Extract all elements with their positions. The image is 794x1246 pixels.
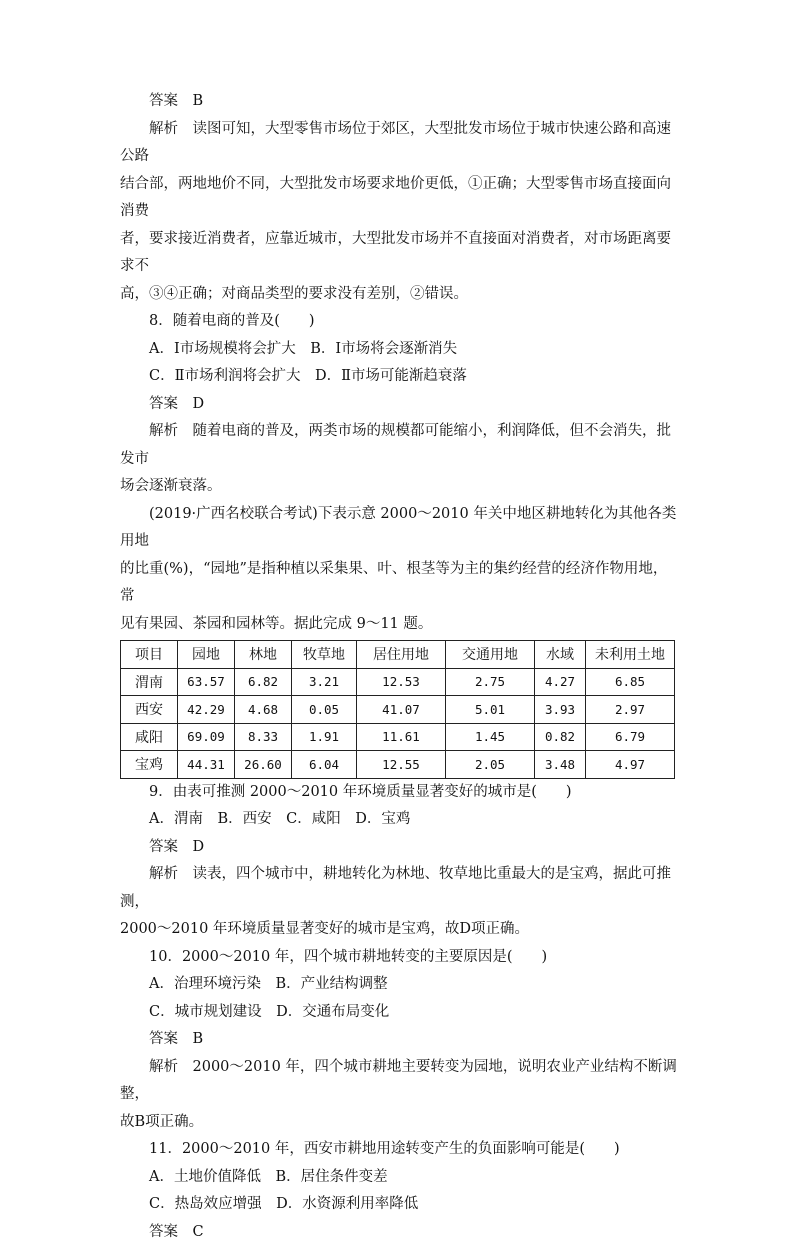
table-cell: 0.05 (292, 696, 357, 724)
analysis-7-line1: 解析 读图可知，大型零售市场位于郊区，大型批发市场位于城市快速公路和高速公路 (120, 116, 680, 171)
table-cell: 6.85 (586, 668, 675, 696)
table-cell: 3.21 (292, 668, 357, 696)
table-header-cell: 居住用地 (357, 641, 446, 669)
analysis-10-line2: 故B项正确。 (120, 1109, 680, 1137)
land-use-table (120, 640, 675, 779)
table-header-cell: 交通用地 (446, 641, 535, 669)
table-cell: 26.60 (235, 751, 292, 779)
table-cell: 63.57 (178, 668, 235, 696)
table-row (121, 696, 675, 724)
table-row (121, 751, 675, 779)
table-cell-city: 西安 (121, 696, 178, 724)
table-cell: 5.01 (446, 696, 535, 724)
table-cell: 42.29 (178, 696, 235, 724)
table-cell: 6.82 (235, 668, 292, 696)
table-cell: 0.82 (535, 723, 586, 751)
table-header-cell: 林地 (235, 641, 292, 669)
intro-line2: 的比重(%)，“园地”是指种植以采集果、叶、根茎等为主的集约经营的经济作物用地，常 (120, 556, 680, 611)
table-row (121, 723, 675, 751)
table-header-cell: 园地 (178, 641, 235, 669)
answer-11: 答案 C (120, 1219, 680, 1246)
analysis-7-line3: 者，要求接近消费者，应靠近城市，大型批发市场并不直接面对消费者，对市场距离要求不 (120, 226, 680, 281)
intro-line3: 见有果园、茶园和园林等。据此完成 9～11 题。 (120, 611, 680, 639)
answer-9: 答案 D (120, 834, 680, 862)
table-cell: 3.93 (535, 696, 586, 724)
table-cell: 4.27 (535, 668, 586, 696)
table-cell: 8.33 (235, 723, 292, 751)
analysis-9-line2: 2000～2010 年环境质量显著变好的城市是宝鸡，故D项正确。 (120, 916, 680, 944)
table-header-row (121, 641, 675, 669)
analysis-7-line4: 高，③④正确；对商品类型的要求没有差别，②错误。 (120, 281, 680, 309)
table-cell: 11.61 (357, 723, 446, 751)
question-11-options-cd: C．热岛效应增强 D．水资源利用率降低 (120, 1191, 680, 1219)
analysis-8-line2: 场会逐渐衰落。 (120, 473, 680, 501)
document-page (120, 88, 680, 1246)
table-cell: 2.75 (446, 668, 535, 696)
question-10-stem: 10．2000～2010 年，四个城市耕地转变的主要原因是( ) (120, 944, 680, 972)
table-cell: 2.05 (446, 751, 535, 779)
analysis-10-line1: 解析 2000～2010 年，四个城市耕地主要转变为园地，说明农业产业结构不断调整， (120, 1054, 680, 1109)
table-cell: 6.79 (586, 723, 675, 751)
analysis-8-line1: 解析 随着电商的普及，两类市场的规模都可能缩小，利润降低，但不会消失，批发市 (120, 418, 680, 473)
table-cell: 6.04 (292, 751, 357, 779)
question-8-stem: 8．随着电商的普及( ) (120, 308, 680, 336)
intro-line1: (2019·广西名校联合考试)下表示意 2000～2010 年关中地区耕地转化为其他各类用地 (120, 501, 680, 556)
table-cell-city: 宝鸡 (121, 751, 178, 779)
question-10-options-ab: A．治理环境污染 B．产业结构调整 (120, 971, 680, 999)
table-header-cell: 未利用土地 (586, 641, 675, 669)
table-cell: 1.91 (292, 723, 357, 751)
question-8-options-cd: C．Ⅱ市场利润将会扩大 D．Ⅱ市场可能渐趋衰落 (120, 363, 680, 391)
table-header-cell: 水域 (535, 641, 586, 669)
answer-7: 答案 B (120, 88, 680, 116)
analysis-7-line2: 结合部，两地地价不同，大型批发市场要求地价更低，①正确；大型零售市场直接面向消费 (120, 171, 680, 226)
question-9-options: A．渭南 B．西安 C．咸阳 D．宝鸡 (120, 806, 680, 834)
table-header-cell: 项目 (121, 641, 178, 669)
table-cell-city: 渭南 (121, 668, 178, 696)
table-cell: 2.97 (586, 696, 675, 724)
table-cell: 4.97 (586, 751, 675, 779)
table-cell: 4.68 (235, 696, 292, 724)
table-cell: 12.53 (357, 668, 446, 696)
table-cell-city: 咸阳 (121, 723, 178, 751)
table-cell: 3.48 (535, 751, 586, 779)
table-row (121, 668, 675, 696)
table-header-cell: 牧草地 (292, 641, 357, 669)
table-cell: 12.55 (357, 751, 446, 779)
question-11-options-ab: A．土地价值降低 B．居住条件变差 (120, 1164, 680, 1192)
answer-10: 答案 B (120, 1026, 680, 1054)
answer-8: 答案 D (120, 391, 680, 419)
question-9-stem: 9．由表可推测 2000～2010 年环境质量显著变好的城市是( ) (120, 779, 680, 807)
question-11-stem: 11．2000～2010 年，西安市耕地用途转变产生的负面影响可能是( ) (120, 1136, 680, 1164)
table-cell: 1.45 (446, 723, 535, 751)
question-8-options-ab: A．Ⅰ市场规模将会扩大 B．Ⅰ市场将会逐渐消失 (120, 336, 680, 364)
table-cell: 69.09 (178, 723, 235, 751)
analysis-9-line1: 解析 读表，四个城市中，耕地转化为林地、牧草地比重最大的是宝鸡，据此可推测， (120, 861, 680, 916)
table-cell: 41.07 (357, 696, 446, 724)
question-10-options-cd: C．城市规划建设 D．交通布局变化 (120, 999, 680, 1027)
table-cell: 44.31 (178, 751, 235, 779)
